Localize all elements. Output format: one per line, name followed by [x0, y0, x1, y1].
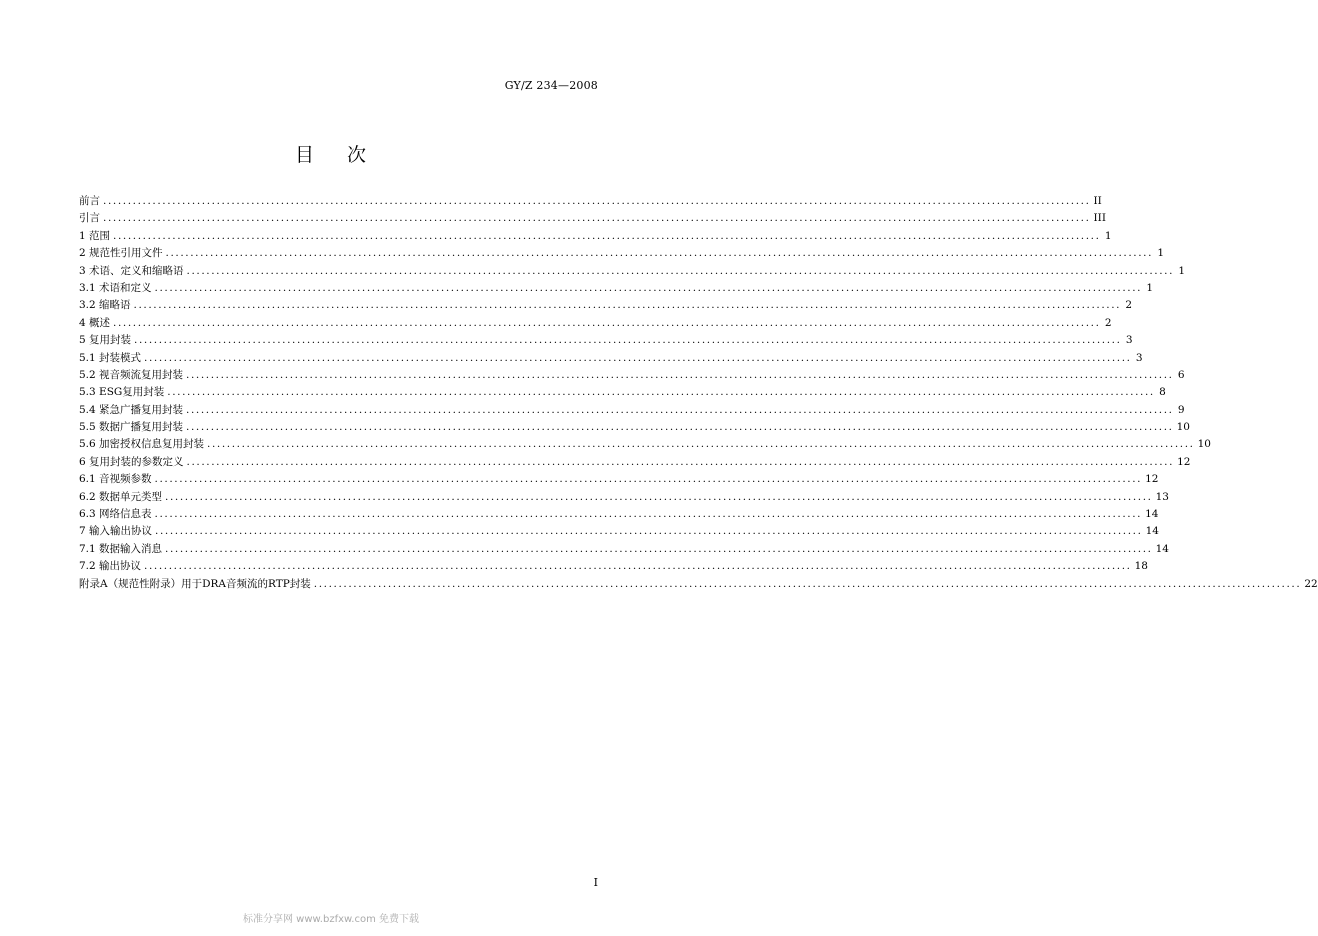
dot-leader: ........................................................................................................................................................................................................ [165, 542, 1153, 555]
toc-entry[interactable] [79, 245, 1165, 262]
dot-leader: ........................................................................................................................................................................................................ [154, 473, 1143, 486]
dot-leader: ........................................................................................................................................................................................................ [113, 229, 1101, 242]
toc-entry[interactable] [79, 280, 1154, 297]
toc-entry-label: 6.3 网络信息表 [79, 508, 152, 521]
toc-entry[interactable] [79, 315, 1112, 332]
toc-entry-label: 7.1 数据输入消息 [79, 542, 163, 555]
dot-leader: ........................................................................................................................................................................................................ [133, 299, 1122, 312]
toc-entry-page: 9 [1177, 403, 1185, 416]
toc-entry-label: 4 概述 [79, 316, 111, 329]
dot-leader: ........................................................................................................................................................................................................ [313, 577, 1302, 590]
page-number: I [593, 876, 598, 889]
toc-entry-label: 引言 [79, 212, 100, 225]
toc-entry-page: III [1093, 212, 1106, 225]
dot-leader: ........................................................................................................................................................................................................ [144, 560, 1132, 573]
toc-title-part2: 次 [347, 144, 368, 166]
toc-entry[interactable] [79, 436, 1211, 453]
toc-entry-label: 6 复用封装的参数定义 [79, 455, 184, 468]
dot-leader: ........................................................................................................................................................................................................ [165, 490, 1153, 503]
toc-entry-label: 6.2 数据单元类型 [79, 490, 163, 503]
toc-entry-label: 5 复用封装 [79, 334, 132, 347]
toc-entry[interactable] [79, 523, 1159, 540]
toc-entry[interactable] [79, 506, 1159, 523]
dot-leader: ........................................................................................................................................................................................................ [154, 508, 1143, 521]
toc-entry[interactable] [79, 210, 1106, 227]
dot-leader: ........................................................................................................................................................................................................ [186, 368, 1174, 381]
toc-entry-label: 3 术语、定义和缩略语 [79, 264, 184, 277]
toc-entry-label: 6.1 音视频参数 [79, 473, 152, 486]
table-of-contents [79, 193, 1318, 593]
toc-entry[interactable] [79, 263, 1186, 280]
toc-entry-page: 3 [1135, 351, 1143, 364]
toc-entry-page: 12 [1145, 473, 1159, 486]
dot-leader: ........................................................................................................................................................................................................ [154, 281, 1143, 294]
toc-entry[interactable] [79, 576, 1318, 593]
toc-entry-page: 14 [1145, 525, 1159, 538]
toc-title-part1: 目 [294, 144, 315, 166]
dot-leader: ........................................................................................................................................................................................................ [165, 247, 1154, 260]
dot-leader: ........................................................................................................................................................................................................ [103, 212, 1091, 225]
toc-entry-page: 12 [1177, 455, 1191, 468]
dot-leader: ........................................................................................................................................................................................................ [144, 351, 1132, 364]
toc-entry-page: 18 [1134, 560, 1148, 573]
toc-entry[interactable] [79, 193, 1102, 210]
standard-code: GY/Z 234—2008 [504, 79, 598, 92]
toc-entry-page: 2 [1125, 299, 1133, 312]
toc-entry[interactable] [79, 541, 1169, 558]
toc-entry[interactable] [79, 228, 1112, 245]
toc-entry-label: 5.2 视音频流复用封装 [79, 368, 184, 381]
toc-entry[interactable] [79, 332, 1133, 349]
toc-entry[interactable] [79, 297, 1133, 314]
toc-entry[interactable] [79, 454, 1191, 471]
toc-entry-label: 5.6 加密授权信息复用封装 [79, 438, 205, 451]
toc-entry-page: 6 [1177, 368, 1185, 381]
toc-entry-page: II [1093, 195, 1102, 207]
toc-entry-label: 5.3 ESG复用封装 [79, 386, 165, 399]
dot-leader: ........................................................................................................................................................................................................ [207, 438, 1195, 451]
toc-entry-page: 3 [1125, 334, 1133, 347]
toc-entry-label: 3.1 术语和定义 [79, 281, 152, 294]
dot-leader: ........................................................................................................................................................................................................ [103, 195, 1091, 207]
toc-entry[interactable] [79, 419, 1190, 436]
toc-entry-page: 14 [1155, 542, 1169, 555]
toc-entry-page: 14 [1145, 508, 1159, 521]
toc-entry-page: 2 [1104, 316, 1112, 329]
toc-entry-label: 2 规范性引用文件 [79, 247, 163, 260]
dot-leader: ........................................................................................................................................................................................................ [186, 264, 1175, 277]
toc-entry-page: 10 [1197, 438, 1211, 451]
toc-entry[interactable] [79, 489, 1169, 506]
toc-entry[interactable] [79, 384, 1166, 401]
toc-entry-page: 22 [1304, 577, 1318, 590]
toc-entry-label: 附录A（规范性附录）用于DRA音频流的RTP封装 [79, 577, 311, 590]
dot-leader: ........................................................................................................................................................................................................ [186, 455, 1175, 468]
toc-entry-label: 7.2 输出协议 [79, 560, 142, 573]
toc-entry[interactable] [79, 367, 1185, 384]
toc-entry-label: 1 范围 [79, 229, 111, 242]
dot-leader: ........................................................................................................................................................................................................ [186, 421, 1174, 434]
toc-entry-label: 5.4 紧急广播复用封装 [79, 403, 184, 416]
toc-entry-page: 1 [1157, 247, 1165, 260]
toc-entry[interactable] [79, 350, 1143, 367]
dot-leader: ........................................................................................................................................................................................................ [134, 334, 1122, 347]
toc-entry-page: 1 [1104, 229, 1112, 242]
dot-leader: ........................................................................................................................................................................................................ [167, 386, 1155, 399]
toc-entry-page: 10 [1176, 421, 1190, 434]
toc-entry-label: 前言 [79, 195, 100, 207]
watermark-text: 标准分享网 www.bzfxw.com 免费下载 [243, 914, 419, 925]
toc-entry-label: 5.5 数据广播复用封装 [79, 421, 184, 434]
toc-entry-label: 5.1 封装模式 [79, 351, 142, 364]
toc-entry[interactable] [79, 471, 1159, 488]
toc-entry-page: 1 [1178, 264, 1186, 277]
toc-title [0, 140, 662, 167]
toc-entry-label: 3.2 缩略语 [79, 299, 131, 312]
dot-leader: ........................................................................................................................................................................................................ [155, 525, 1143, 538]
toc-entry-page: 1 [1146, 281, 1154, 294]
dot-leader: ........................................................................................................................................................................................................ [186, 403, 1174, 416]
toc-entry-page: 13 [1155, 490, 1169, 503]
toc-entry-page: 8 [1159, 386, 1166, 399]
toc-entry[interactable] [79, 402, 1185, 419]
toc-entry-label: 7 输入输出协议 [79, 525, 153, 538]
dot-leader: ........................................................................................................................................................................................................ [113, 316, 1101, 329]
toc-entry[interactable] [79, 558, 1148, 575]
